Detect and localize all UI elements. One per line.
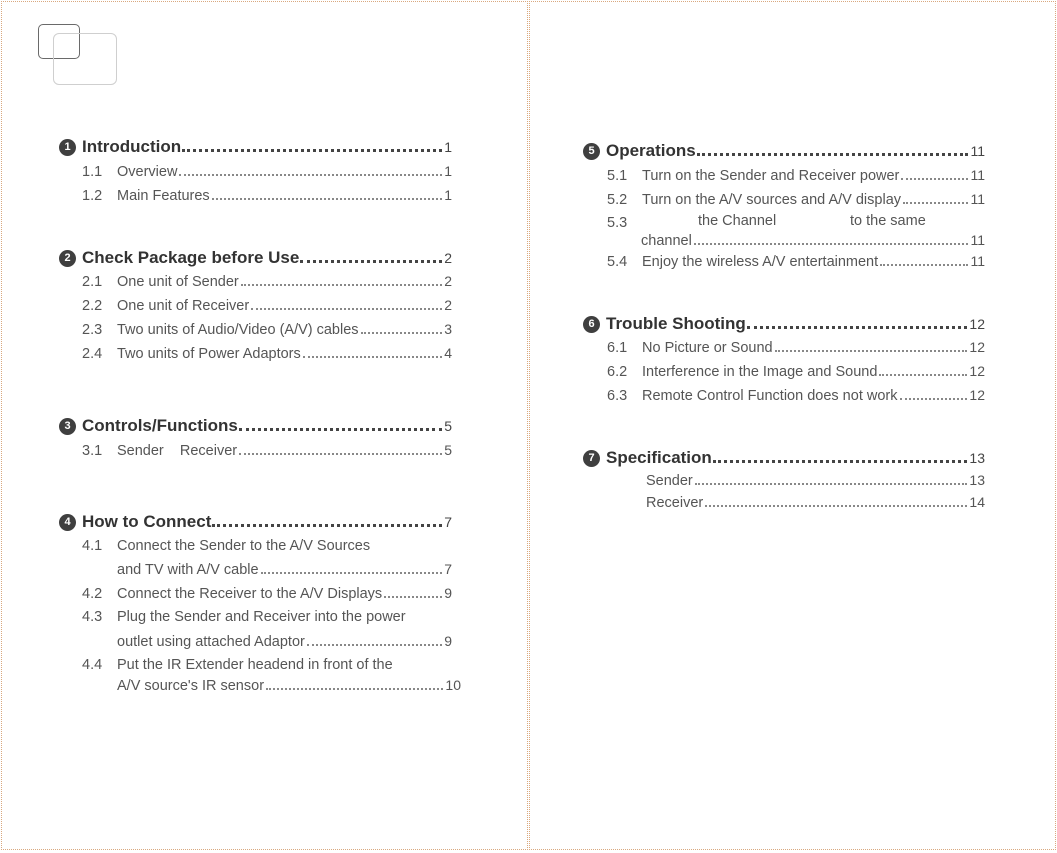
item-number: 1.1: [82, 164, 103, 180]
item-text: Main Features: [117, 188, 210, 204]
leader-dots: [239, 428, 442, 431]
leader-dots: [179, 174, 442, 176]
item-text: Enjoy the wireless A/V entertainment: [642, 254, 879, 270]
toc-item-6-1[interactable]: [607, 339, 985, 357]
section-page: 11: [970, 143, 985, 159]
section-title: Introduction: [82, 137, 182, 156]
toc-item-2-3[interactable]: [82, 321, 452, 339]
toc-item-2-2[interactable]: [82, 297, 452, 315]
toc-item-1-1[interactable]: [82, 163, 452, 181]
toc-item-7-1[interactable]: [646, 472, 985, 490]
item-number: 4.3: [82, 609, 103, 625]
section-title: Check Package before Use: [82, 248, 300, 267]
section-title: Controls/Functions: [82, 416, 238, 435]
item-page: 11: [970, 167, 985, 183]
leader-dots: [880, 264, 968, 266]
toc-item-4-4-line1[interactable]: [82, 657, 452, 675]
item-text: channel: [641, 233, 692, 249]
item-number: 2.4: [82, 346, 103, 362]
leader-dots: [900, 398, 968, 400]
item-number: 2.1: [82, 274, 103, 290]
section-page: 7: [444, 514, 452, 530]
leader-dots: [212, 524, 442, 527]
leader-dots: [775, 350, 968, 352]
toc-item-7-2[interactable]: [646, 494, 985, 512]
item-text: Interference in the Image and Sound: [642, 364, 878, 380]
leader-dots: [384, 596, 442, 598]
section-title: Trouble Shooting: [606, 314, 746, 333]
leader-dots: [251, 308, 442, 310]
item-page: 2: [444, 273, 452, 289]
item-text: One unit of Sender: [117, 274, 239, 290]
section-page: 5: [444, 418, 452, 434]
toc-section-1[interactable]: [59, 137, 452, 157]
item-number: 5.2: [607, 192, 628, 208]
section-number-badge: 3: [59, 418, 76, 435]
section-title: Specification: [606, 448, 712, 467]
leader-dots: [361, 332, 443, 334]
leader-dots: [879, 374, 967, 376]
toc-item-3-1[interactable]: [82, 442, 452, 460]
item-text: Overview: [117, 164, 178, 180]
section-title: Operations: [606, 141, 696, 160]
toc-section-7[interactable]: [583, 448, 985, 468]
item-page: 11: [970, 232, 985, 248]
item-text-line1: Plug the Sender and Receiver into the power: [117, 609, 406, 625]
section-number-badge: 6: [583, 316, 600, 333]
item-page: 9: [444, 585, 452, 601]
item-number: 6.3: [607, 388, 628, 404]
item-text: Receiver: [646, 495, 704, 511]
toc-item-4-3-line1[interactable]: [82, 609, 452, 627]
toc-item-5-3-line1[interactable]: [607, 215, 985, 233]
leader-dots: [307, 644, 442, 646]
item-number: 5.3: [607, 215, 628, 231]
item-text-line1-b: to the same: [850, 213, 926, 229]
section-number-badge: 2: [59, 250, 76, 267]
leader-dots: [747, 326, 968, 329]
item-text: No Picture or Sound: [642, 340, 773, 356]
toc-item-4-1-line1[interactable]: [82, 538, 452, 556]
leader-dots: [705, 505, 967, 507]
item-text-line1: Connect the Sender to the A/V Sources: [117, 538, 371, 554]
leader-dots: [697, 153, 969, 156]
section-page: 13: [969, 450, 985, 466]
leader-dots: [239, 453, 442, 455]
item-number: 4.4: [82, 657, 103, 673]
toc-item-5-4[interactable]: [607, 253, 985, 271]
corner-square-outline-icon: [53, 33, 117, 85]
toc-section-5[interactable]: [583, 141, 985, 161]
toc-item-2-4[interactable]: [82, 345, 452, 363]
item-text: Turn on the A/V sources and A/V display: [642, 192, 902, 208]
item-number: 2.2: [82, 298, 103, 314]
item-page: 4: [444, 345, 452, 361]
item-number: 4.1: [82, 538, 103, 554]
item-page: 13: [969, 472, 985, 488]
toc-item-5-3[interactable]: [641, 232, 985, 250]
section-number-badge: 7: [583, 450, 600, 467]
leader-dots: [212, 198, 443, 200]
toc-item-1-2[interactable]: [82, 187, 452, 205]
item-text: outlet using attached Adaptor: [117, 634, 305, 650]
item-text: Sender: [646, 473, 693, 489]
item-text: A/V source's IR sensor: [117, 678, 265, 694]
leader-dots: [901, 178, 968, 180]
toc-item-4-4[interactable]: [117, 677, 461, 695]
section-page: 12: [969, 316, 985, 332]
item-text: Connect the Receiver to the A/V Displays: [117, 586, 383, 602]
item-page: 10: [445, 677, 461, 693]
toc-item-4-2[interactable]: [82, 585, 452, 603]
toc-section-2[interactable]: [59, 248, 452, 268]
item-number: 1.2: [82, 188, 103, 204]
item-text: and TV with A/V cable: [117, 562, 259, 578]
section-number-badge: 4: [59, 514, 76, 531]
item-page: 3: [444, 321, 452, 337]
toc-item-5-1[interactable]: [607, 167, 985, 185]
item-number: 6.1: [607, 340, 628, 356]
toc-item-6-3[interactable]: [607, 387, 985, 405]
toc-item-4-1[interactable]: [117, 561, 452, 579]
item-page: 12: [969, 387, 985, 403]
item-page: 9: [444, 633, 452, 649]
toc-item-5-2[interactable]: [607, 191, 985, 209]
leader-dots: [300, 260, 442, 263]
item-number: 6.2: [607, 364, 628, 380]
leader-dots: [303, 356, 442, 358]
item-text: Sender Receiver: [117, 443, 238, 459]
item-number: 5.1: [607, 168, 628, 184]
item-page: 5: [444, 442, 452, 458]
page-right: [529, 1, 1056, 850]
leader-dots: [694, 243, 969, 245]
item-page: 12: [969, 339, 985, 355]
item-text: Remote Control Function does not work: [642, 388, 898, 404]
leader-dots: [261, 572, 443, 574]
leader-dots: [182, 149, 442, 152]
toc-item-4-3[interactable]: [117, 633, 452, 651]
item-page: 12: [969, 363, 985, 379]
toc-item-6-2[interactable]: [607, 363, 985, 381]
item-page: 11: [970, 253, 985, 269]
item-page: 1: [444, 163, 452, 179]
item-text: Two units of Power Adaptors: [117, 346, 301, 362]
item-number: 2.3: [82, 322, 103, 338]
toc-section-4[interactable]: [59, 512, 452, 532]
item-number: 5.4: [607, 254, 628, 270]
toc-section-3[interactable]: [59, 416, 452, 436]
section-number-badge: 5: [583, 143, 600, 160]
toc-item-2-1[interactable]: [82, 273, 452, 291]
section-page: 2: [444, 250, 452, 266]
item-number: 4.2: [82, 586, 103, 602]
item-text-line1-a: the Channel: [698, 213, 777, 229]
item-page: 14: [969, 494, 985, 510]
leader-dots: [713, 460, 968, 463]
item-number: 3.1: [82, 443, 103, 459]
leader-dots: [903, 202, 968, 204]
section-title: How to Connect: [82, 512, 212, 531]
section-page: 1: [444, 139, 452, 155]
item-page: 11: [970, 191, 985, 207]
item-text: Two units of Audio/Video (A/V) cables: [117, 322, 359, 338]
item-text-line1: Put the IR Extender headend in front of the: [117, 657, 393, 673]
section-number-badge: 1: [59, 139, 76, 156]
toc-section-6[interactable]: [583, 314, 985, 334]
item-text: One unit of Receiver: [117, 298, 250, 314]
item-page: 2: [444, 297, 452, 313]
item-text: Turn on the Sender and Receiver power: [642, 168, 900, 184]
leader-dots: [266, 688, 443, 690]
item-page: 1: [444, 187, 452, 203]
leader-dots: [695, 483, 968, 485]
item-page: 7: [444, 561, 452, 577]
leader-dots: [241, 284, 442, 286]
